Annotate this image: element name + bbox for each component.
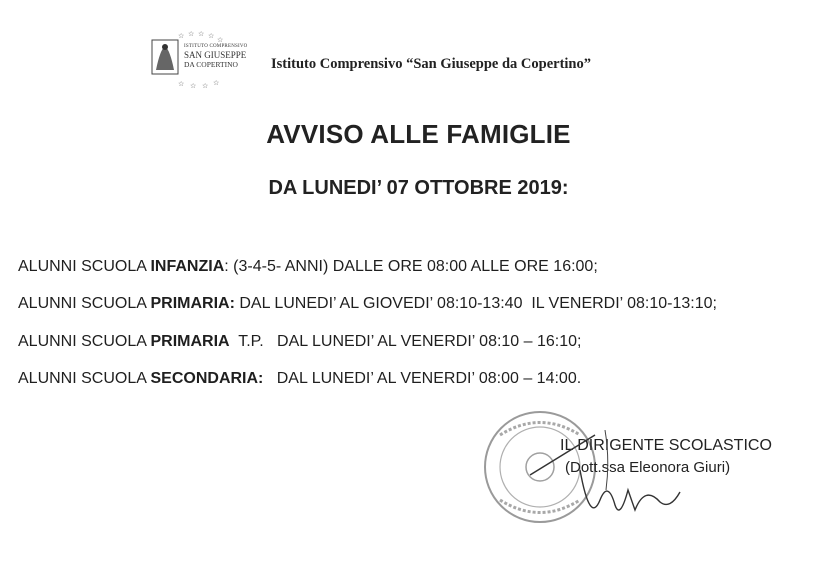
logo-line-1: ISTITUTO COMPRENSIVO (184, 44, 248, 49)
handwritten-signature (520, 430, 690, 530)
svg-text:☆: ☆ (208, 33, 215, 40)
line-prefix: ALUNNI SCUOLA (18, 258, 151, 275)
line-school-level: INFANZIA (150, 258, 225, 275)
svg-text:☆: ☆ (178, 81, 185, 88)
signatory-role: IL DIRIGENTE SCOLASTICO (560, 437, 772, 454)
schedule-line-primaria (18, 295, 717, 313)
line-schedule: T.P. DAL LUNEDI’ AL VENERDI’ 08:10 – 16:10; (229, 333, 582, 350)
notice-date: DA LUNEDI’ 07 OTTOBRE 2019: (268, 177, 569, 199)
line-school-level: PRIMARIA: (150, 295, 235, 312)
line-school-level: SECONDARIA: (150, 370, 264, 387)
logo-line-2: SAN GIUSEPPE (184, 50, 247, 60)
line-prefix: ALUNNI SCUOLA (18, 370, 151, 387)
line-school-level: PRIMARIA (150, 333, 230, 350)
schedule-line-infanzia (18, 258, 598, 276)
school-name: Istituto Comprensivo “San Giuseppe da Copertino” (271, 56, 591, 72)
notice-title: AVVISO ALLE FAMIGLIE (266, 119, 571, 149)
svg-text:☆: ☆ (198, 31, 205, 38)
svg-text:☆: ☆ (178, 33, 185, 40)
schedule-line-secondaria (18, 370, 581, 388)
line-schedule: : (3-4-5- ANNI) DALLE ORE 08:00 ALLE ORE 16:00; (224, 258, 598, 275)
logo-text (184, 42, 248, 69)
line-schedule: DAL LUNEDI’ AL GIOVEDI’ 08:10-13:40 IL VENERDI’ 08:10-13:10; (234, 295, 717, 312)
svg-text:☆: ☆ (217, 37, 224, 44)
logo-line-3: DA COPERTINO (184, 60, 238, 69)
svg-text:☆: ☆ (202, 83, 209, 90)
svg-text:☆: ☆ (213, 80, 220, 87)
line-prefix: ALUNNI SCUOLA (18, 333, 151, 350)
line-prefix: ALUNNI SCUOLA (18, 295, 151, 312)
schedule-line-primaria-tp (18, 333, 581, 351)
line-schedule: DAL LUNEDI’ AL VENERDI’ 08:00 – 14:00. (263, 370, 582, 387)
letterhead (150, 30, 620, 90)
svg-text:☆: ☆ (190, 83, 197, 90)
signatory-name: (Dott.ssa Eleonora Giuri) (565, 459, 731, 476)
svg-text:☆: ☆ (188, 31, 195, 38)
